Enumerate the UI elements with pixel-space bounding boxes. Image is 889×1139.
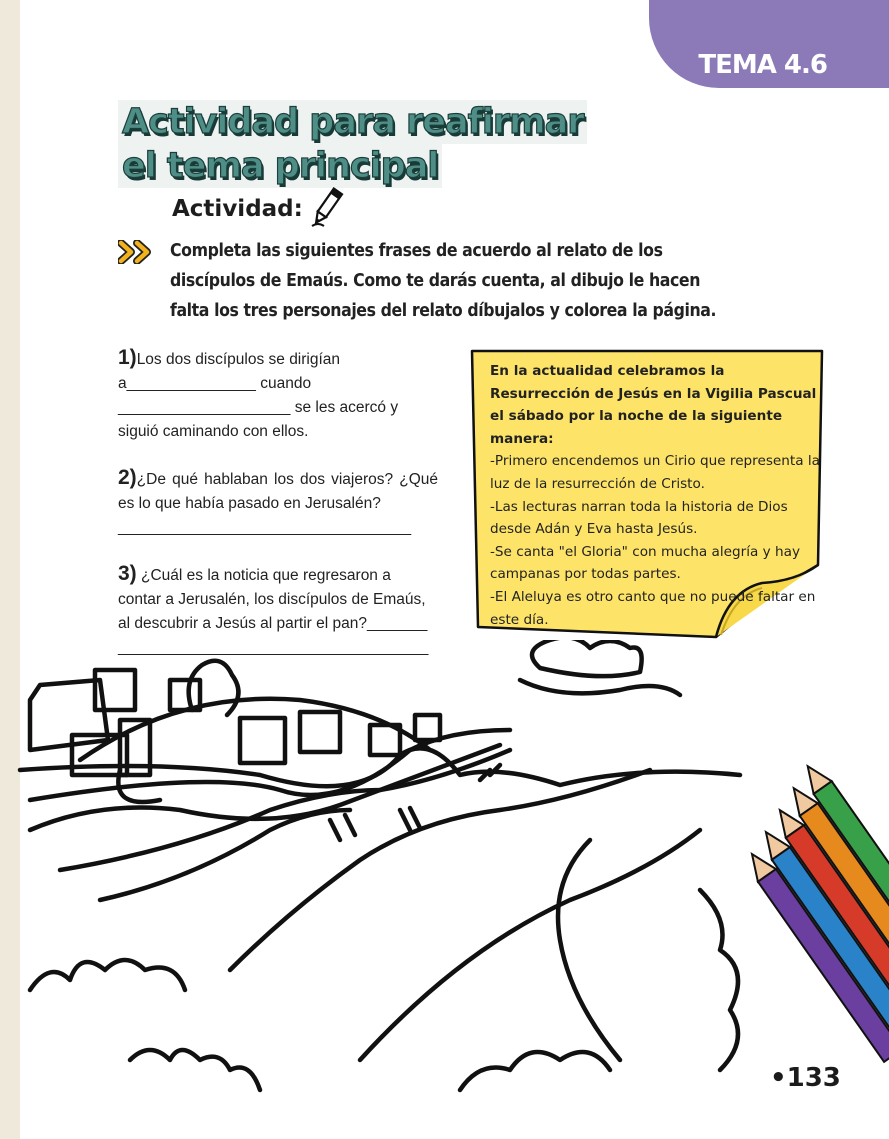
double-chevron-icon [118,240,158,264]
note-intro: En la actualidad celebramos la Resurrección de Jesús en la Vigilia Pascual el sábado por la noche de la siguiente manera: [490,363,817,447]
question-1 [118,346,408,444]
question-2 [118,466,438,540]
question-1-text: Los dos discípulos se dirigían a_______________ cuando ____________________ se les acercó y siguió caminando con ellos. [118,351,399,440]
page-number: •133 [770,1063,841,1093]
question-1-number: 1) [118,346,137,369]
note-item-2: -Las lecturas narran toda la historia de Dios desde Adán y Eva hasta Jesús. [490,498,788,538]
page-title [118,100,587,188]
question-3-blank: ____________________________________ [118,639,429,656]
activity-heading: Actividad: [172,196,303,222]
question-3-text: ¿Cuál es la noticia que regresaron a contar a Jerusalén, los discípulos de Emaús, al descubrir a Jesús al partir el pan?_______ [118,567,428,632]
note-item-4: -El Aleluya es otro canto que no puede faltar en este día. [490,588,816,628]
activity-instructions: Completa las siguientes frases de acuerdo al relato de los discípulos de Emaús. Como te darás cuenta, al dibujo le hacen falta los tres personajes del relato díbujalos y colorea la página. [170,241,717,321]
topic-label: TEMA 4.6 [698,50,827,80]
pencil-icon [310,186,344,228]
question-2-text: ¿De qué hablaban los dos viajeros? ¿Qué es lo que había pasado en Jerusalén? [118,471,438,512]
note-item-1: -Primero encendemos un Cirio que representa la luz de la resurrección de Cristo. [490,453,820,492]
colored-pencils-icon [720,760,889,1062]
title-line-2: el tema principal [118,144,442,188]
title-line-1: Actividad para reafirmar [118,100,587,144]
note-text [490,360,820,631]
topic-tab [649,0,889,88]
landscape-coloring-icon [0,640,889,1139]
question-2-number: 2) [118,466,137,489]
question-3-number: 3) [118,562,137,585]
question-2-blank: __________________________________ [118,519,412,536]
note-item-3: -Se canta "el Gloria" con mucha alegría y hay campanas por todas partes. [490,543,801,583]
